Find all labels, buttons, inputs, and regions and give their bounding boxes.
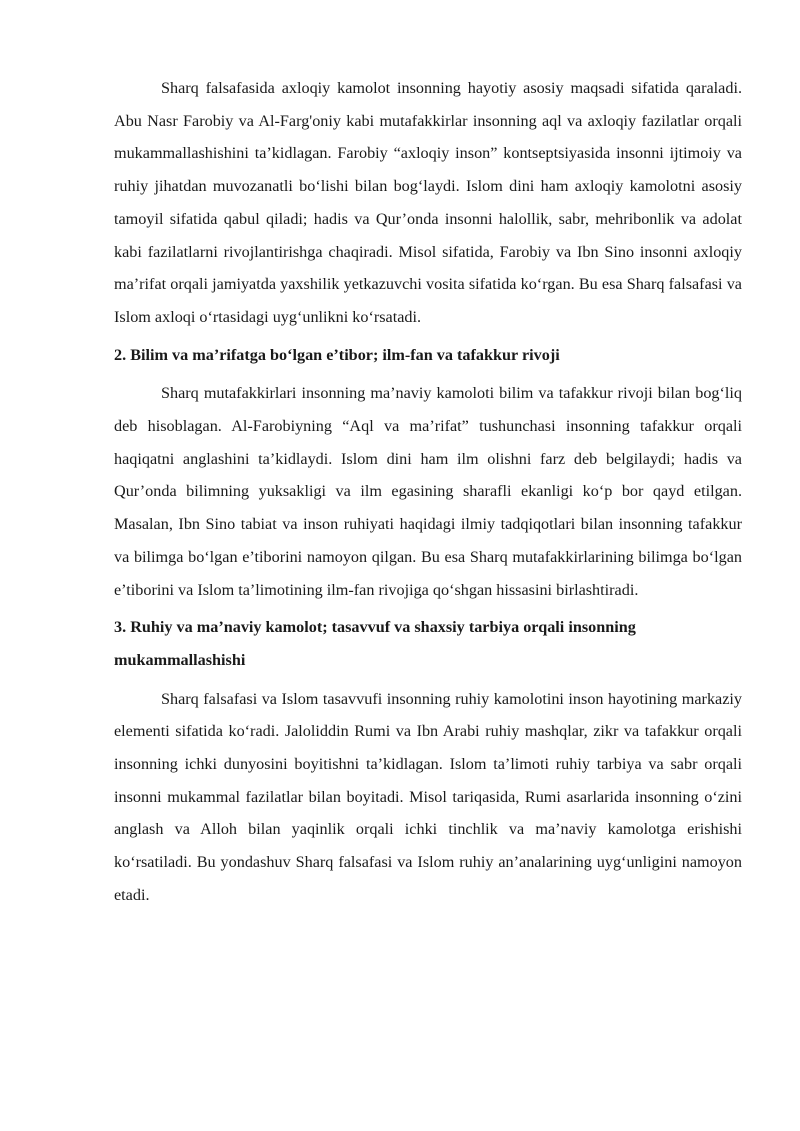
paragraph-knowledge: Sharq mutafakkirlari insonning ma’naviy kamoloti bilim va tafakkur rivoji bilan bog‘liq deb hisoblagan. Al-Farobiyning “Aql va ma’rifat” tushunchasi insonning tafakkur orqali haqiqatni anglashini ta’kidlaydi. Islom dini ham ilm olishni farz deb belgilaydi; hadis va Qur’onda bilimning yuksakligi va ilm egasining sharafli ekanligi ko‘p bor qayd etilgan. Masalan, Ibn Sino tabiat va inson ruhiyati haqidagi ilmiy tadqiqotlari bilan insonning tafakkur va bilimga bo‘lgan e’tiborini namoyon qilgan. Bu esa Sharq mutafakkirlarining bilimga bo‘lgan e’tiborini va Islom ta’limotining ilm-fan rivojiga qo‘shgan hissasini birlashtiradi. — [114, 384, 742, 599]
section-heading-2: 2. Bilim va ma’rifatga bo‘lgan e’tibor; ilm-fan va tafakkur rivoji — [114, 345, 560, 364]
section-heading-3: 3. Ruhiy va ma’naviy kamolot; tasavvuf va shaxsiy tarbiya orqali insonning mukammallashishi — [114, 618, 636, 669]
document-body — [114, 72, 742, 912]
paragraph-ethical-perfection: Sharq falsafasida axloqiy kamolot insonning hayotiy asosiy maqsadi sifatida qaraladi. Abu Nasr Farobiy va Al-Farg'oniy kabi mutafakkirlar insonning aql va axloqiy fazilatlar orqali mukammallashishini ta’kidlagan. Farobiy “axloqiy inson” kontseptsiyasida insonni ijtimoiy va ruhiy jihatdan muvozanatli bo‘lishi bilan bog‘laydi. Islom dini ham axloqiy kamolotni asosiy tamoyil sifatida qabul qiladi; hadis va Qur’onda insonni halollik, sabr, mehribonlik va adolat kabi fazilatlarni rivojlantirishga chaqiradi. Misol sifatida, Farobiy va Ibn Sino insonni axloqiy ma’rifat orqali jamiyatda yaxshilik yetkazuvchi vosita sifatida ko‘rgan. Bu esa Sharq falsafasi va Islom axloqi o‘rtasidagi uyg‘unlikni ko‘rsatadi. — [114, 79, 742, 326]
paragraph-spiritual-perfection: Sharq falsafasi va Islom tasavvufi insonning ruhiy kamolotini inson hayotining markaziy elementi sifatida ko‘radi. Jaloliddin Rumi va Ibn Arabi ruhiy mashqlar, zikr va tafakkur orqali insonning ichki dunyosini boyitishni ta’kidlagan. Islom ta’limoti ruhiy tarbiya va sabr orqali insonni mukammal fazilatlar bilan boyitadi. Misol tariqasida, Rumi asarlarida insonning o‘zini anglash va Alloh bilan yaqinlik orqali ichki tinchlik va ma’naviy kamolotga erishishi ko‘rsatiladi. Bu yondashuv Sharq falsafasi va Islom ruhiy an’analarining uyg‘unligini namoyon etadi. — [114, 689, 742, 904]
